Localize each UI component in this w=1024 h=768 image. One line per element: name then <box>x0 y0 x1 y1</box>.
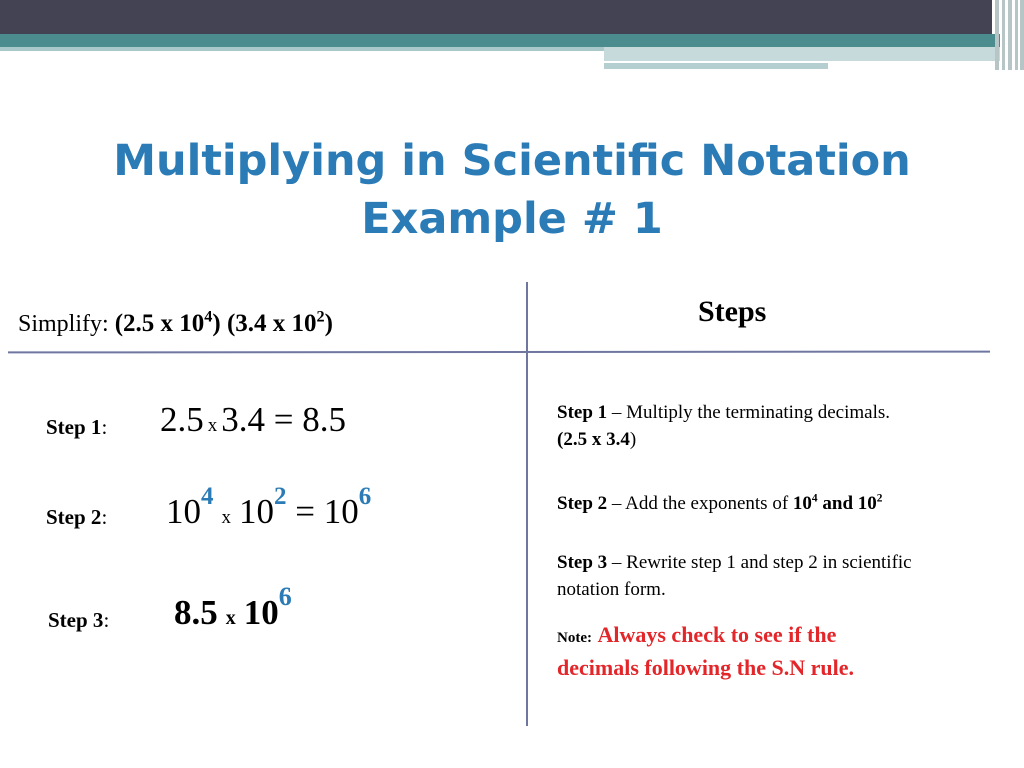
title-line-2: Example # 1 <box>361 194 663 244</box>
problem-expression: (2.5 x $10^4$) (3.4 x $10^2$) <box>114 307 333 337</box>
steps-heading: Steps <box>698 295 767 328</box>
step-3-label: Step 3: <box>48 608 110 632</box>
step-2-explanation: Step 2 – Add the exponents of $10^4$ and $10^2$ <box>557 492 883 514</box>
slide-title <box>60 132 964 248</box>
header-bar-dark <box>0 0 992 34</box>
horizontal-divider <box>8 351 990 354</box>
note-text-2: decimals following the S.N rule. <box>557 655 854 680</box>
step-2-equation: $10^4x$ $10^2 = 10^6$ <box>166 483 372 531</box>
note-block <box>557 620 997 683</box>
header-bar-teal <box>0 34 1000 47</box>
header-bar-light <box>604 47 1000 61</box>
header-bar-light <box>0 47 604 51</box>
problem-statement <box>18 307 333 338</box>
header-bar-light <box>604 63 828 69</box>
step-2-label: Step 2: <box>46 505 108 529</box>
step-3-equation: 8.5 x $10^6$ <box>174 582 292 632</box>
note-label: Note: <box>557 630 592 646</box>
step-3-explanation: Step 3 – Rewrite step 1 and step 2 in scientific notation form. <box>557 552 912 600</box>
title-line-1: Multiplying in Scientific Notation <box>113 136 911 186</box>
vertical-divider <box>526 282 528 726</box>
step-1-explanation: Step 1 – Multiply the terminating decimals. (2.5 x 3.4) <box>557 402 890 450</box>
step-1-label: Step 1: <box>46 415 108 439</box>
simplify-label: Simplify: <box>18 311 109 337</box>
header-stripes <box>993 0 1024 70</box>
step-1-equation: 2.5 x 3.4 = 8.5 <box>160 400 346 439</box>
note-text-1: Always check to see if the <box>597 622 837 647</box>
